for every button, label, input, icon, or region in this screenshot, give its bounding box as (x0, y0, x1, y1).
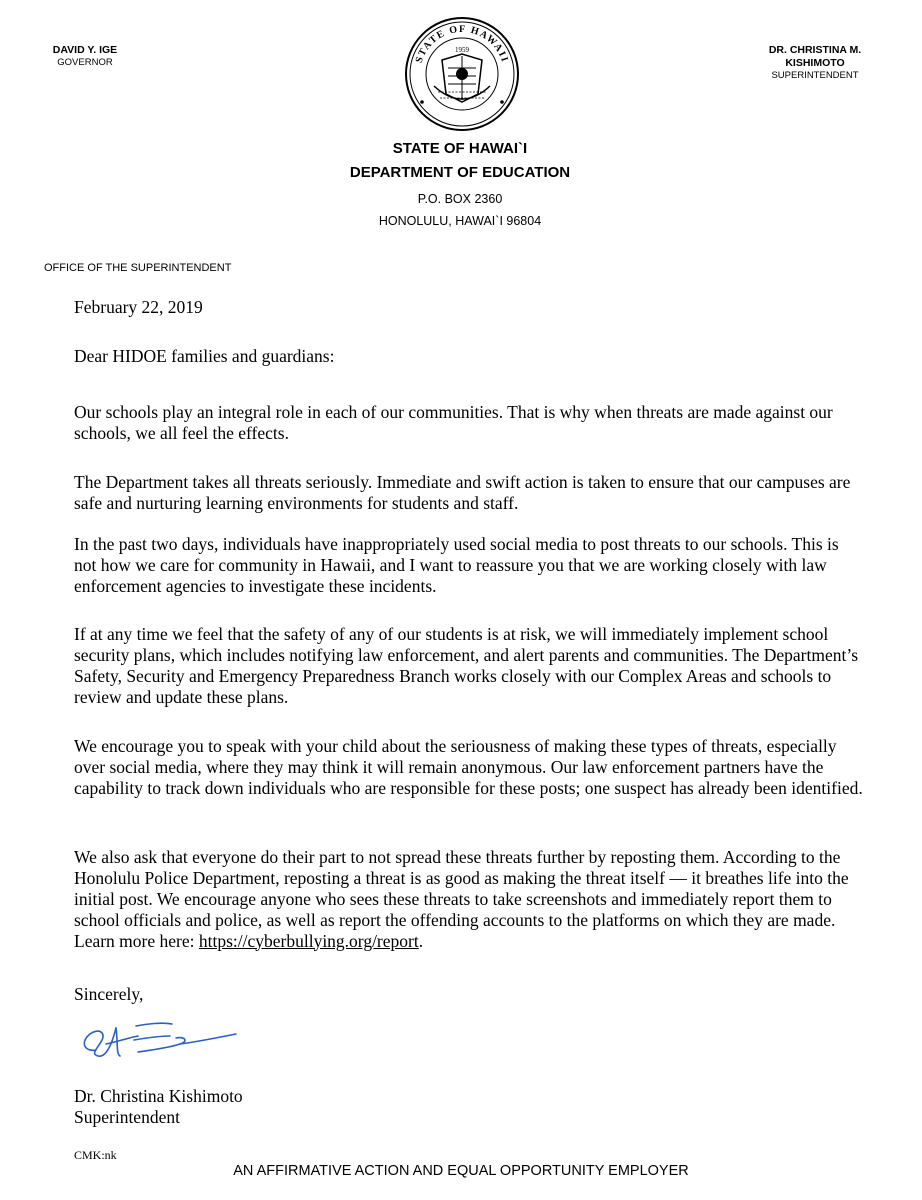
signature-icon (76, 1014, 256, 1070)
letter-date: February 22, 2019 (74, 297, 203, 317)
seal-year: 1959 (455, 46, 469, 54)
governor-name: DAVID Y. IGE (52, 44, 118, 56)
letter-paragraph: We encourage you to speak with your child about the seriousness of making these types of threats, especially over social media, where they may think it will remain anonymous. Our law enforcement partners have the capability to track down individuals who are responsible for these posts; one suspect has already been identified. (74, 735, 863, 798)
superintendent-block (740, 44, 890, 82)
signer-name: Dr. Christina Kishimoto (74, 1086, 243, 1106)
cyberbullying-report-link[interactable]: https://cyberbullying.org/report (198, 930, 419, 951)
signer-title: Superintendent (74, 1107, 180, 1127)
superintendent-title: SUPERINTENDENT (771, 70, 859, 81)
letter-paragraph: Our schools play an integral role in each of our communities. That is why when threats are made against our schools, we all feel the effects. (74, 401, 833, 443)
typist-initials: CMK:nk (74, 1148, 117, 1162)
seal-text: STATE OF HAWAII (413, 23, 511, 65)
office-label: OFFICE OF THE SUPERINTENDENT (44, 262, 232, 274)
last-paragraph-text: We also ask that everyone do their part to not spread these threats further by reposting them. According to the Honolulu Police Department, reposting a threat is as good as making the threat itself — it breathes life into the initial post. We encourage anyone who sees these threats to take screenshots and immediately report them to school officials and police, as well as report the offending accounts to the platforms on which they are made. Learn more here: (74, 846, 849, 951)
agency-city: HONOLULU, HAWAI`I 96804 (378, 214, 542, 228)
governor-block (30, 44, 140, 69)
superintendent-name: DR. CHRISTINA M. KISHIMOTO (768, 44, 862, 69)
governor-title: GOVERNOR (57, 57, 113, 68)
letter-paragraph: If at any time we feel that the safety of any of our students is at risk, we will immediately implement school security plans, which includes notifying law enforcement, and alert parents and communities. The Department’s Safety, Security and Emergency Preparedness Branch works closely with our Complex Areas and schools to review and update these plans. (74, 623, 859, 707)
letter-closing: Sincerely, (74, 984, 144, 1004)
letter-paragraph-last (74, 847, 864, 952)
letter-paragraph: The Department takes all threats seriously. Immediate and swift action is taken to ensure that our campuses are safe and nurturing learning environments for students and staff. (74, 471, 851, 513)
letter-paragraph: In the past two days, individuals have inappropriately used social media to post threats to our schools. This is not how we care for community in Hawaii, and I want to reassure you that we are working closely with law enforcement agencies to investigate these incidents. (74, 533, 839, 596)
footer-statement: AN AFFIRMATIVE ACTION AND EQUAL OPPORTUNITY EMPLOYER (233, 1163, 689, 1179)
agency-po-box: P.O. BOX 2360 (417, 192, 503, 206)
state-seal-icon (404, 16, 520, 132)
link-suffix: . (418, 930, 424, 951)
letter-salutation: Dear HIDOE families and guardians: (74, 346, 335, 366)
agency-department: DEPARTMENT OF EDUCATION (349, 164, 571, 181)
agency-state: STATE OF HAWAI`I (392, 140, 528, 157)
